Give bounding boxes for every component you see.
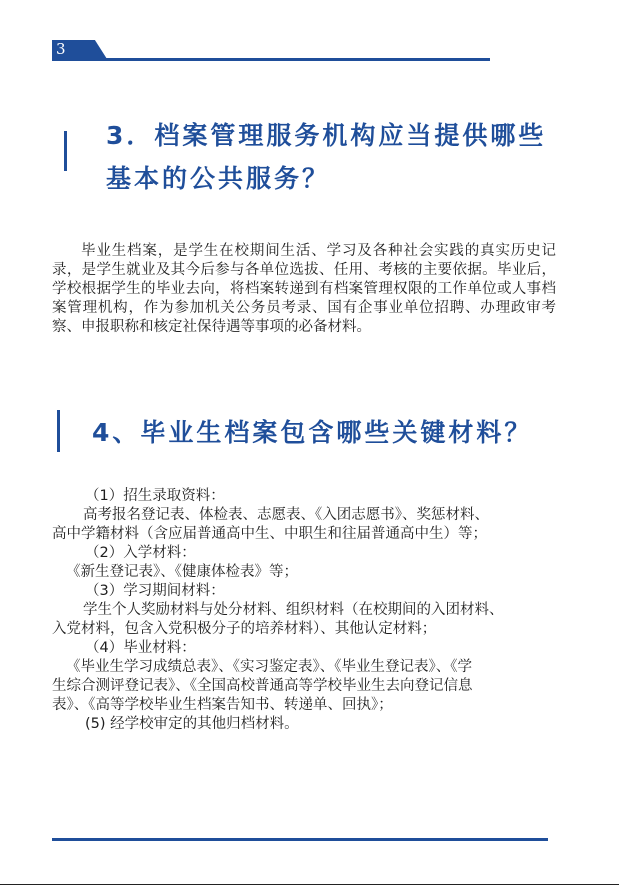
header-rule (52, 58, 490, 61)
section3-title-line2: 基本的公共服务？ (106, 164, 331, 193)
item4-heading: （4）毕业材料： (85, 640, 196, 656)
item3-line2: 入党材料，包含入党积极分子的培养材料）、其他认定材料； (52, 621, 437, 637)
section3-title-line1: 3．档案管理服务机构应当提供哪些 (106, 121, 547, 150)
item1-line1: 高考报名登记表、体检表、志愿表、《入团志愿书》、奖惩材料、 (83, 507, 489, 523)
section3-accent-bar (64, 131, 67, 171)
item1-heading: （1）招生录取资料： (85, 488, 225, 504)
item2-heading: （2）入学材料： (85, 545, 196, 561)
section4-accent-bar (57, 410, 60, 452)
footer-rule (52, 838, 548, 841)
item1-line2: 高中学籍材料（含应届普通高中生、中职生和往届普通高中生）等； (52, 526, 487, 542)
item3-line1: 学生个人奖励材料与处分材料、组织材料（在校期间的入团材料、 (83, 602, 504, 618)
item4-line1: 《毕业生学习成绩总表》、《实习鉴定表》、《毕业生登记表》、《学 (66, 659, 472, 675)
item4-line2: 生综合测评登记表》、《全国高校普通高等学校毕业生去向登记信息 (52, 678, 473, 694)
section3-paragraph: 毕业生档案，是学生在校期间生活、学习及各种社会实践的真实历史记录，是学生就业及其今后参与各单位选拔、任用、考核的主要依据。毕业后，学校根据学生的毕业去向，将档案转递到有档案管理权限的工作单位或人事档案管理机构，作为参加机关公务员考录、国有企事业单位招聘、办理政审考察、申报职称和核定社保待遇等事项的必备材料。 (52, 243, 556, 335)
item3-heading: （3）学习期间材料： (85, 583, 225, 599)
page-number: 3 (56, 40, 66, 58)
item5-heading: (5) 经学校审定的其他归档材料。 (85, 716, 299, 732)
section4-title: 4、毕业生档案包含哪些关键材料？ (92, 418, 533, 447)
item2-line1: 《新生登记表》、《健康体检表》等； (66, 564, 298, 580)
item4-line3: 表》、《高等学校毕业生档案告知书、转递单、回执》； (52, 697, 393, 713)
